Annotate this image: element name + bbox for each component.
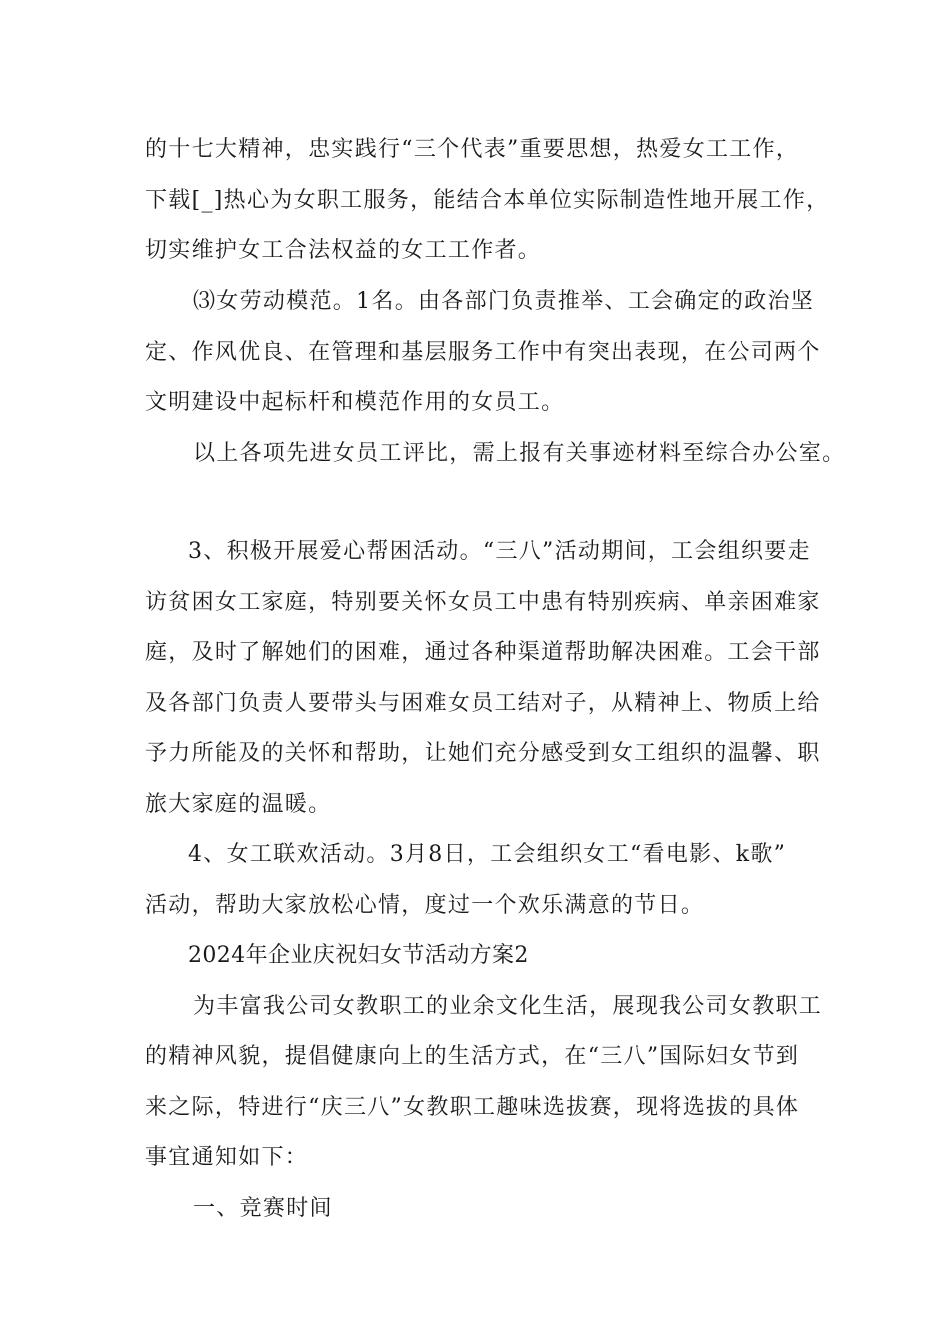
- paragraph-line: 旅大家庭的温暖。: [145, 792, 332, 817]
- paragraph-line: 活动，帮助大家放松心情，度过一个欢乐满意的节日。: [145, 893, 705, 918]
- paragraph-line: 事宜通知如下：: [145, 1145, 309, 1170]
- paragraph-line: 及各部门负责人要带头与困难女员工结对子，从精神上、物质上给: [145, 691, 821, 716]
- paragraph-line: 予力所能及的关怀和帮助，让她们充分感受到女工组织的温馨、职: [145, 741, 821, 766]
- paragraph-line: 庭，及时了解她们的困难，通过各种渠道帮助解决困难。工会干部: [145, 640, 821, 665]
- paragraph-line: 的十七大精神，忠实践行“三个代表”重要思想，热爱女工工作，: [145, 137, 800, 162]
- paragraph-line: 4、女工联欢活动。3月8日，工会组织女工“看电影、k歌”: [188, 842, 787, 867]
- section-heading: 一、竞赛时间: [193, 1196, 333, 1221]
- paragraph-line: 为丰富我公司女教职工的业余文化生活，展现我公司女教职工: [193, 994, 823, 1019]
- paragraph-line: 文明建设中起标杆和模范作用的女员工。: [145, 390, 565, 415]
- paragraph-line: 定、作风优良、在管理和基层服务工作中有突出表现，在公司两个: [145, 340, 821, 365]
- paragraph-line: 3、积极开展爱心帮困活动。“三八”活动期间，工会组织要走: [188, 539, 811, 564]
- paragraph-line: 的精神风貌，提倡健康向上的生活方式，在“三八”国际妇女节到: [145, 1044, 800, 1069]
- paragraph-line: 切实维护女工合法权益的女工工作者。: [145, 238, 542, 263]
- paragraph-line: 来之际，特进行“庆三八”女教职工趣味选拔赛，现将选拔的具体: [145, 1095, 800, 1120]
- section-heading: 2024年企业庆祝妇女节活动方案2: [188, 943, 529, 968]
- paragraph-line: 访贫困女工家庭，特别要关怀女员工中患有特别疾病、单亲困难家: [145, 590, 821, 615]
- paragraph-line: 以上各项先进女员工评比，需上报有关事迹材料至综合办公室。: [193, 441, 846, 466]
- paragraph-line: ⑶女劳动模范。1名。由各部门负责推举、工会确定的政治坚: [193, 289, 815, 314]
- paragraph-line: 下载[_]热心为女职工服务，能结合本单位实际制造性地开展工作，: [145, 188, 830, 213]
